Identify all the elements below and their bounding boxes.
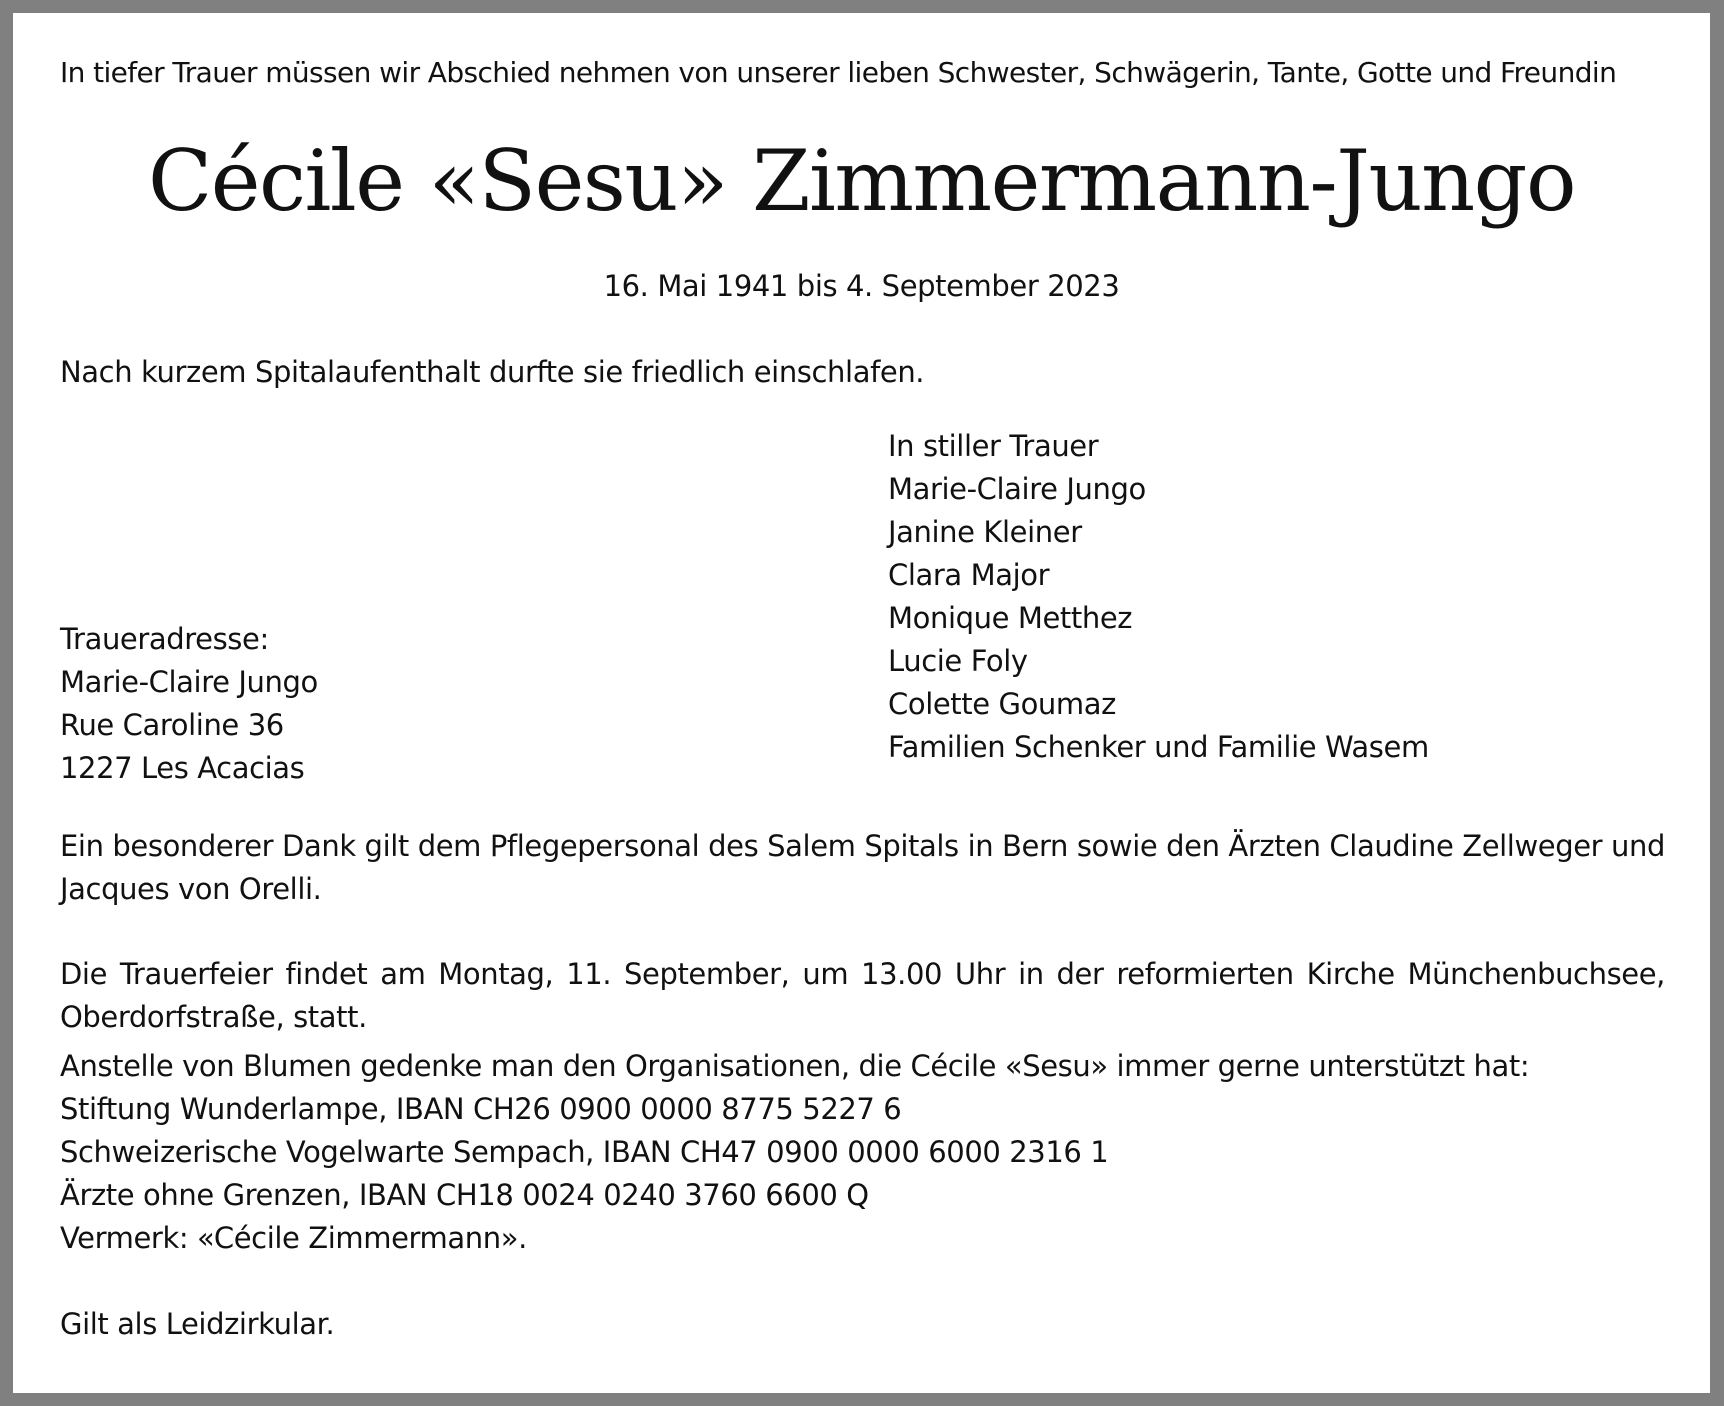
donations-intro: Anstelle von Blumen gedenke man den Organisationen, die Cécile «Sesu» immer gerne unterstützt hat: — [60, 1049, 1530, 1083]
thanks-line: Jacques von Orelli. — [60, 872, 322, 906]
mourning-address — [60, 618, 318, 790]
mourners-heading: In stiller Trauer — [888, 429, 1099, 463]
service-line: Oberdorfstraße, statt. — [60, 1000, 367, 1034]
donation-account: Stiftung Wunderlampe, IBAN CH26 0900 0000 8775 5227 6 — [60, 1092, 902, 1126]
passing-text: Nach kurzem Spitalaufenthalt durfte sie friedlich einschlafen. — [60, 355, 925, 389]
life-dates: 16. Mai 1941 bis 4. September 2023 — [603, 269, 1120, 303]
obituary-notice — [13, 13, 1710, 1393]
donations-block — [60, 1045, 1529, 1260]
address-name: Marie-Claire Jungo — [60, 665, 318, 699]
service-line: Die Trauerfeier findet am Montag, 11. September, um 13.00 Uhr in der reformierten Kirche Münchenbuchsee, — [60, 957, 1665, 991]
address-heading: Traueradresse: — [60, 622, 269, 656]
closing-text: Gilt als Leidzirkular. — [60, 1307, 335, 1341]
mourners-list — [888, 425, 1429, 769]
donation-account: Ärzte ohne Grenzen, IBAN CH18 0024 0240 3760 6600 Q — [60, 1178, 869, 1212]
deceased-name: Cécile «Sesu» Zimmermann-Jungo — [147, 132, 1576, 230]
service-paragraph — [60, 953, 1665, 1039]
address-city: 1227 Les Acacias — [60, 751, 305, 785]
thanks-paragraph — [60, 825, 1665, 911]
donation-reference: Vermerk: «Cécile Zimmermann». — [60, 1221, 527, 1255]
mourner-name: Colette Goumaz — [888, 687, 1116, 721]
address-street: Rue Caroline 36 — [60, 708, 284, 742]
mourner-name: Monique Metthez — [888, 601, 1133, 635]
thanks-line: Ein besonderer Dank gilt dem Pflegepersonal des Salem Spitals in Bern sowie den Ärzten Claudine Zellweger und — [60, 829, 1665, 863]
mourner-name: Lucie Foly — [888, 644, 1028, 678]
mourner-name: Familien Schenker und Familie Wasem — [888, 730, 1429, 764]
mourner-name: Marie-Claire Jungo — [888, 472, 1146, 506]
mourner-name: Janine Kleiner — [888, 515, 1082, 549]
intro-text: In tiefer Trauer müssen wir Abschied nehmen von unserer lieben Schwester, Schwägerin, Tante, Gotte und Freundin — [60, 56, 1617, 89]
donation-account: Schweizerische Vogelwarte Sempach, IBAN CH47 0900 0000 6000 2316 1 — [60, 1135, 1109, 1169]
mourner-name: Clara Major — [888, 558, 1050, 592]
